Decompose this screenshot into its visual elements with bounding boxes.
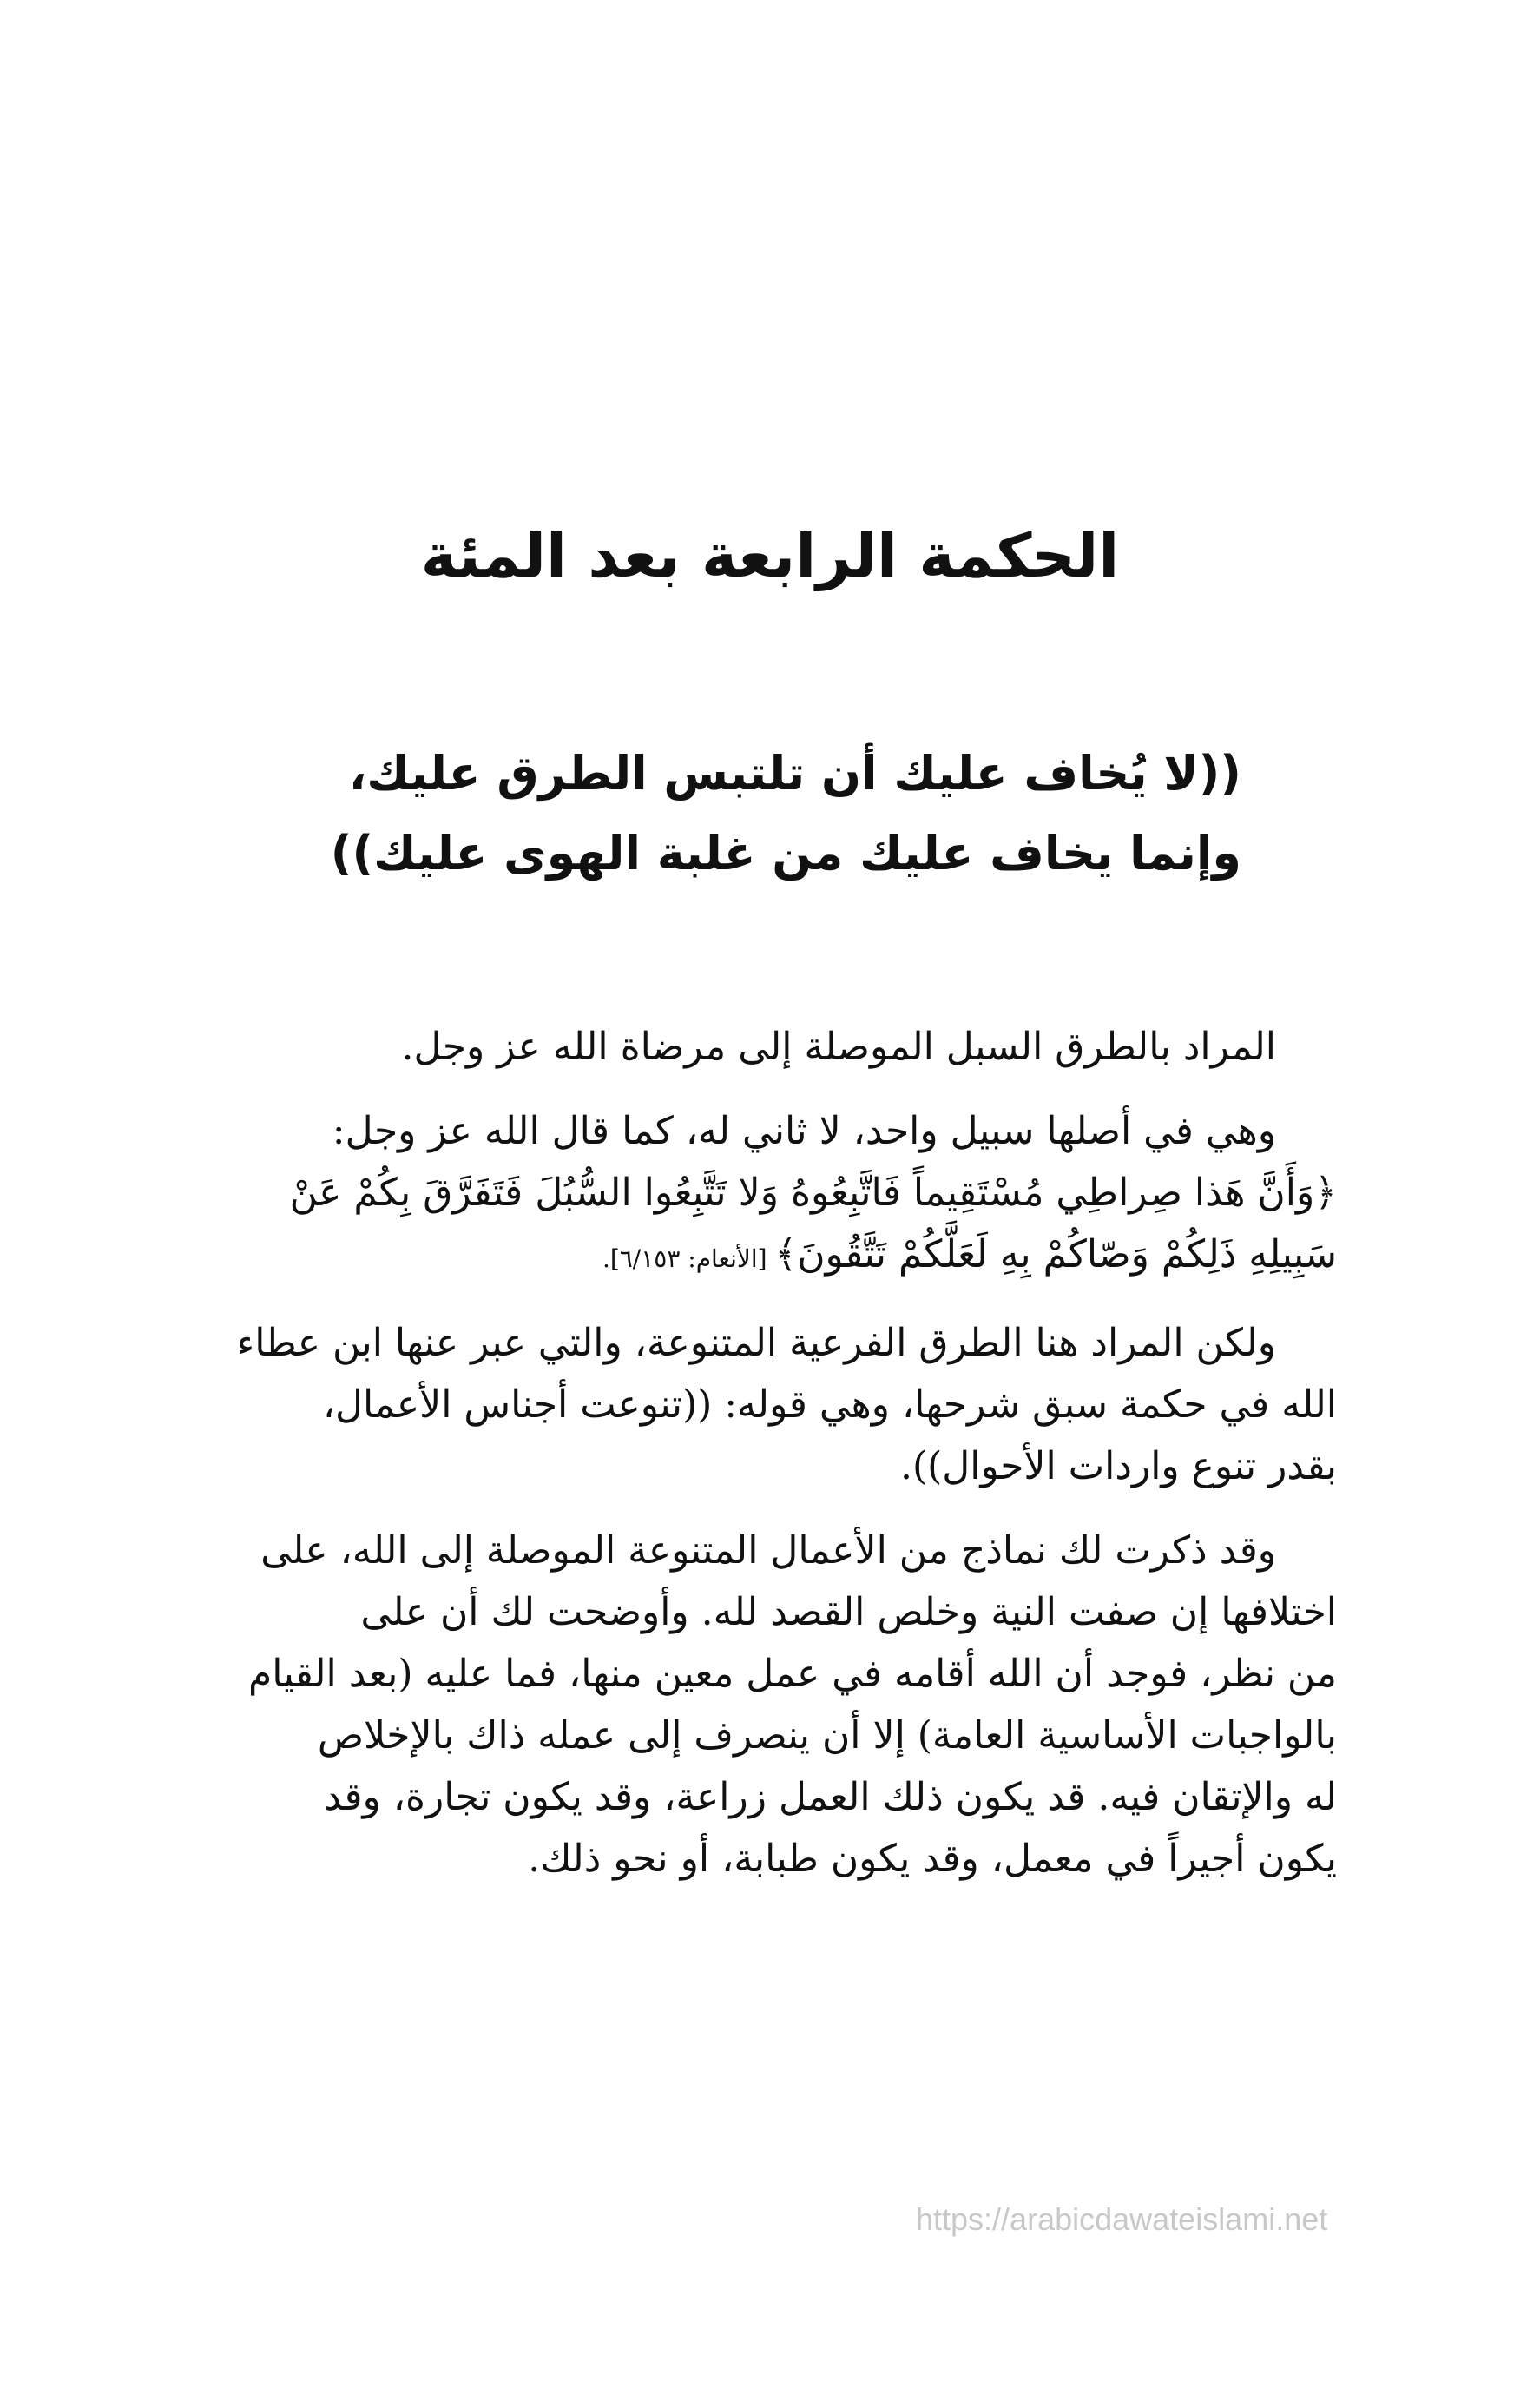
paragraph — [165, 1100, 1337, 1290]
watermark-url: https://arabicdawateislami.net — [916, 2201, 1328, 2237]
body-text — [165, 1016, 1337, 1912]
paragraph-line: وقد ذكرت لك نماذج من الأعمال المتنوعة الموصلة إلى الله، على — [260, 1528, 1276, 1573]
paragraph-line: يكون أجيراً في معمل، وقد يكون طبابة، أو نحو ذلك. — [528, 1837, 1337, 1881]
aphorism-line: وإنما يخاف عليك من غلبة الهوى عليك)) — [330, 826, 1241, 881]
paragraph — [165, 1312, 1337, 1497]
paragraph-line: بالواجبات الأساسية العامة) إلا أن ينصرف إلى عمله ذاك بالإخلاص — [317, 1713, 1337, 1758]
paragraph-line: وهي في أصلها سبيل واحد، لا ثاني له، كما قال الله عز وجل: — [332, 1109, 1276, 1153]
paragraph-line: المراد بالطرق السبل الموصلة إلى مرضاة الله عز وجل. — [401, 1025, 1276, 1069]
quran-verse-line — [165, 1224, 1337, 1290]
paragraph-line: له والإتقان فيه. قد يكون ذلك العمل زراعة، وقد يكون تجارة، وقد — [324, 1775, 1337, 1819]
paragraph-line: بقدر تنوع واردات الأحوال)). — [899, 1444, 1337, 1488]
paragraph — [165, 1520, 1337, 1890]
aphorism-quote — [278, 734, 1241, 894]
quran-verse-text: سَبِيلِهِ ذَلِكُمْ وَصّاكُمْ بِهِ لَعَلَّكُمْ تَتَّقُونَ﴾ — [774, 1232, 1337, 1277]
paragraph-line: الله في حكمة سبق شرحها، وهي قوله: ((تنوعت أجناس الأعمال، — [322, 1382, 1337, 1427]
paragraph — [165, 1016, 1337, 1078]
aphorism-line: ((لا يُخاف عليك أن تلتبس الطرق عليك، — [348, 746, 1241, 801]
quran-verse-line: ﴿وَأَنَّ هَذا صِراطِي مُسْتَقِيماً فَاتَّبِعُوهُ وَلا تَتَّبِعُوا السُّبُلَ فَتَفَرَّقَ بِكُمْ عَنْ — [289, 1171, 1337, 1215]
verse-reference: [الأنعام: ٦/١٥٣]. — [602, 1244, 775, 1273]
paragraph-line: اختلافها إن صفت النية وخلص القصد لله. وأوضحت لك أن على — [360, 1590, 1337, 1634]
paragraph-line: من نظر، فوجد أن الله أقامه في عمل معين منها، فما عليه (بعد القيام — [247, 1652, 1337, 1696]
chapter-title: الحكمة الرابعة بعد المئة — [420, 520, 1120, 591]
paragraph-line: ولكن المراد هنا الطرق الفرعية المتنوعة، والتي عبر عنها ابن عطاء — [236, 1321, 1276, 1365]
